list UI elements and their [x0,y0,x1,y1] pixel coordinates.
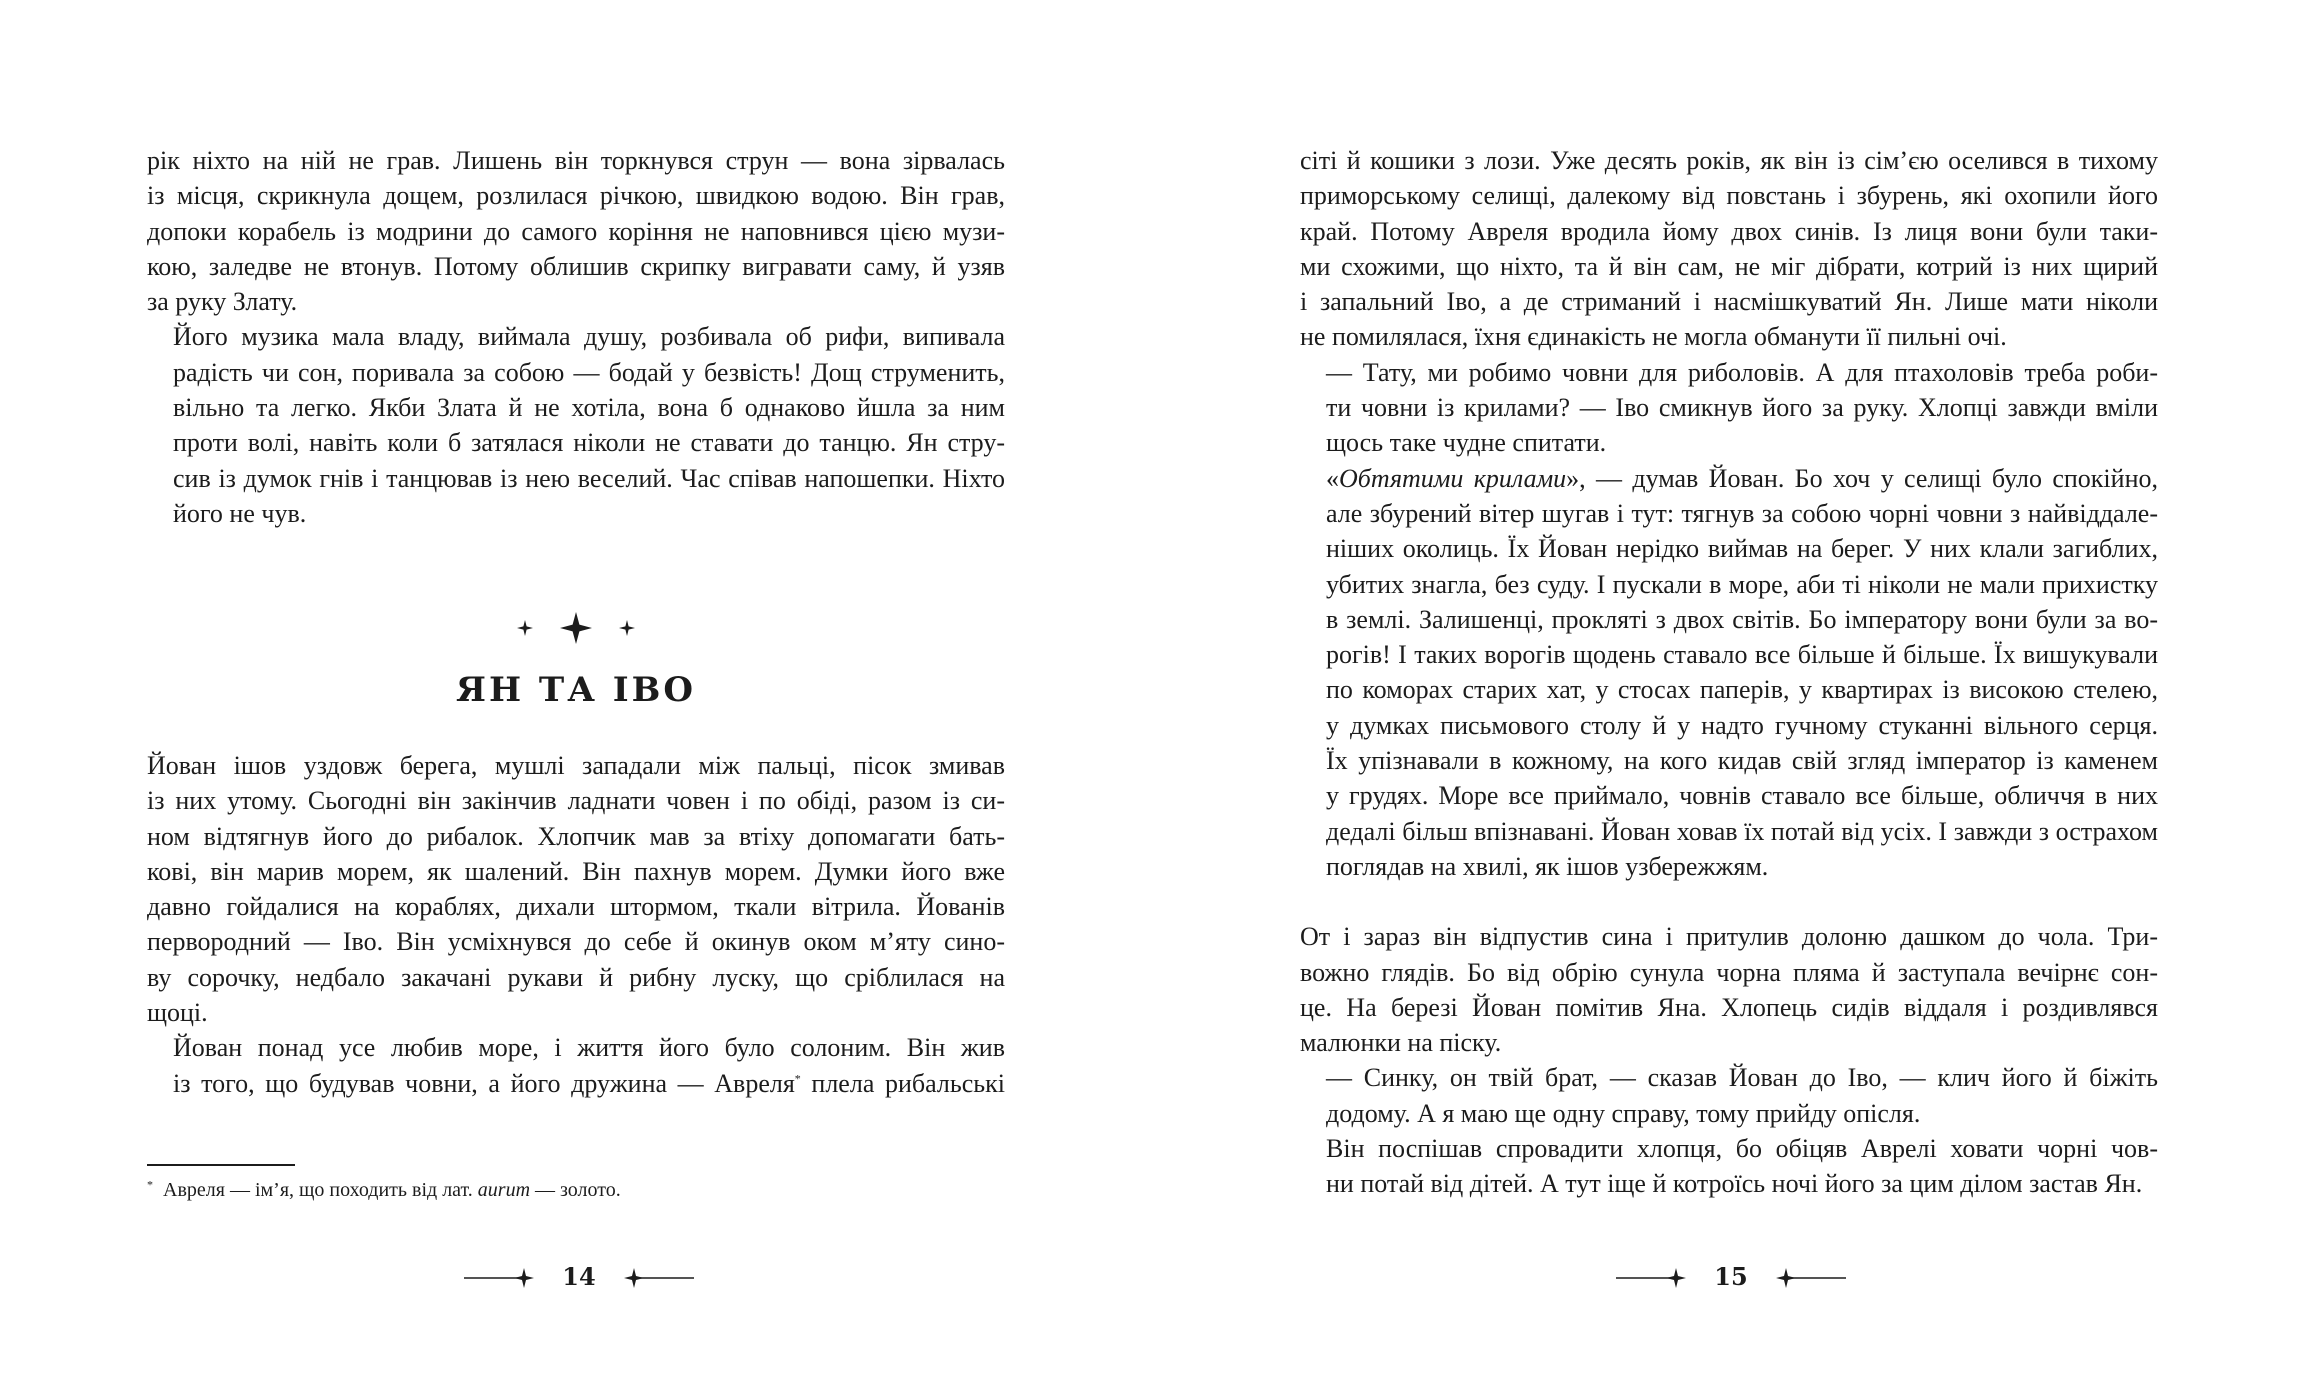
footnote-mark: * [794,1071,801,1086]
text-line: у думках письмового столу й у надто гучному стуканні вільного серця. [1326,710,2158,740]
text-line: — Тату, ми робимо човни для риболовів. А для птахоловів треба роби- [1326,357,2158,387]
quote-italic: Обтятими крилами [1339,463,1567,493]
paragraph [1300,461,2158,885]
text-run: плела рибальські [800,1068,1005,1098]
text-line: допоки корабель із модрини до самого коріння не наповнився цією музи- [147,216,1005,246]
text-line: не помилялася, їхня єдинакість не могла обманути її пильні очі. [1300,322,2007,352]
chapter-title: ЯН ТА ІВО [455,670,697,710]
text-line: ніших околиць. Їх Йован нерідко виймав на берег. У них клали загиблих, [1326,534,2158,564]
text-line: Його музика мала владу, виймала душу, розбивала об рифи, випивала [173,322,1005,352]
footnote-term: aurum [477,1179,531,1201]
footnote-tail: — золото. [530,1179,621,1201]
text-line: але збурений вітер шугав і тут: тягнув за собою чорні човни з найвіддале- [1326,498,2158,528]
section-gap [1300,884,2158,919]
text-line [147,1066,1005,1101]
right-page [1152,0,2304,1388]
text-line: ми схожими, що ніхто, та й він сам, не міг дібрати, котрий із них щирий [1300,251,2158,281]
text-line: первородний — Іво. Він усміхнувся до себе й окинув оком м’яту сино- [147,927,1005,957]
four-point-star-icon [619,620,635,636]
text-line: Йован ішов уздовж берега, мушлі западали між пальці, пісок змивав [147,751,1005,780]
text-line: вільно та легко. Якби Злата й не хотіла, вона б однаково йшла за ним [173,393,1005,423]
text-line: рік ніхто на ній не грав. Лишень він торкнувся струн — вона зірвалась [147,146,1005,175]
footnote [147,1176,1005,1204]
text-line: ном відтягнув його до рибалок. Хлопчик мав за втіху допомагати бать- [147,821,1005,851]
text-line: у грудях. Море все приймало, човнів ставало все більше, обличчя в них [1326,781,2158,811]
paragraph [147,1030,1005,1101]
text-line: Йован понад усе любив море, і життя його було солоним. Він жив [173,1033,1005,1063]
paragraph [147,319,1005,531]
paragraph [1300,1060,2158,1131]
paragraph [1300,355,2158,461]
text-line [1300,461,2158,496]
text-line: сіті й кошики з лози. Уже десять років, як він із сім’єю оселився в тихому [1300,146,2158,175]
text-line: поглядав на хвилі, як ішов узбережжям. [1326,851,1769,881]
paragraph [1300,919,2158,1060]
text-line: убитих знагла, без суду. І пускали в море, аби ті ніколи не мали прихистку [1326,569,2158,599]
right-body-text [1300,143,2158,1202]
text-line: щоці. [147,998,208,1028]
text-line: ти човни із крилами? — Іво смикнув його за руку. Хлопці завжди вміли [1326,393,2158,423]
text-line: за руку Злату. [147,287,298,317]
text-line: в землі. Залишенці, прокляті з двох світів. Бо імператору вони були за во- [1326,604,2158,634]
footnote-rule [147,1164,295,1166]
text-line: Він поспішав спровадити хлопця, бо обіцяв Аврелі ховати чорні чов- [1326,1134,2158,1164]
text-line: по коморах старих хат, у стосах паперів, у квартирах із високою стелею, [1326,675,2158,705]
paragraph [1300,143,2158,355]
text-line: приморському селищі, далекому від повстань і збурень, які охопили його [1300,181,2158,211]
text-line: давно гойдалися на кораблях, дихали штормом, ткали вітрила. Йованів [147,892,1005,922]
text-line: ни потай від дітей. А тут іще й котроїсь ночі його за цим ділом застав Ян. [1326,1169,2143,1199]
text-run: », — думав Йован. Бо хоч у селищі було спокійно, [1566,463,2158,493]
text-line: От і зараз він відпустив сина і притулив долоню дашком до чола. Три- [1300,922,2158,952]
text-line: кою, заледве не втонув. Потому облишив скрипку вигравати саму, й узяв [147,251,1005,281]
four-point-star-icon [517,620,533,636]
text-line: із них утому. Сьогодні він закінчив ладнати човен і по обіді, разом із си- [147,786,1005,816]
paragraph [147,143,1005,319]
text-line: малюнки на піску. [1300,1028,1502,1058]
paragraph [147,748,1005,1030]
footnote-text: Авреля — ім’я, що походить від лат. [163,1179,478,1201]
text-line: проти волі, навіть коли б затялася ніколи не ставати до танцю. Ян стру- [173,428,1005,458]
text-line: радість чи сон, поривала за собою — бодай у безвість! Дощ струменить, [173,357,1005,387]
text-line: Їх упізнавали в кожному, на кого кидав свій згляд імператор із каменем [1326,746,2158,776]
text-line: і запальний Іво, а де стриманий і насмішкуватий Ян. Лише мати ніколи [1300,287,2158,317]
page-number-block [464,1258,694,1298]
text-line: щось таке чудне спитати. [1326,428,1607,458]
text-line: — Синку, он твій брат, — сказав Йован до Іво, — клич його й біжіть [1326,1063,2158,1093]
text-line: його не чув. [173,498,307,528]
text-line: ву сорочку, недбало закачані рукави й рибну луску, що сріблилася на [147,962,1005,992]
text-line: кові, він марив морем, як шалений. Він пахнув морем. Думки його вже [147,856,1005,886]
text-line: додому. А я маю ще одну справу, тому прийду опісля. [1326,1098,1921,1128]
text-run: із того, що будував човни, а його дружина — Авреля [173,1068,795,1098]
text-line: рогів! І таких ворогів щодень ставало все більше й більше. Їх вишукували [1326,640,2158,670]
footnote-mark: * [147,1177,153,1192]
page-number: 15 [1714,1262,1748,1291]
text-line: сив із думок гнів і танцював із нею веселий. Час співав напошепки. Ніхто [173,463,1005,493]
quote-open: « [1326,463,1339,493]
text-line: край. Потому Авреля вродила йому двох синів. Із лиця вони були таки- [1300,216,2158,246]
left-body-text [147,748,1005,1101]
text-line: дедалі більш впізнавані. Йован ховав їх потай від усіх. І завжди з острахом [1326,816,2158,846]
paragraph [1300,1131,2158,1202]
text-line: із місця, скрикнула дощем, розлилася річкою, швидкою водою. Він грав, [147,181,1005,211]
text-line: вожно глядів. Бо від обрію сунула чорна пляма й заступала вечірнє сон- [1300,957,2158,987]
page-number: 14 [562,1262,596,1291]
four-point-star-icon [560,612,592,644]
page-number-block [1616,1258,1846,1298]
chapter-ornament [491,608,661,648]
text-line: це. На березі Йован помітив Яна. Хлопець сидів віддаля і роздивлявся [1300,992,2158,1022]
left-top-text [147,143,1005,531]
